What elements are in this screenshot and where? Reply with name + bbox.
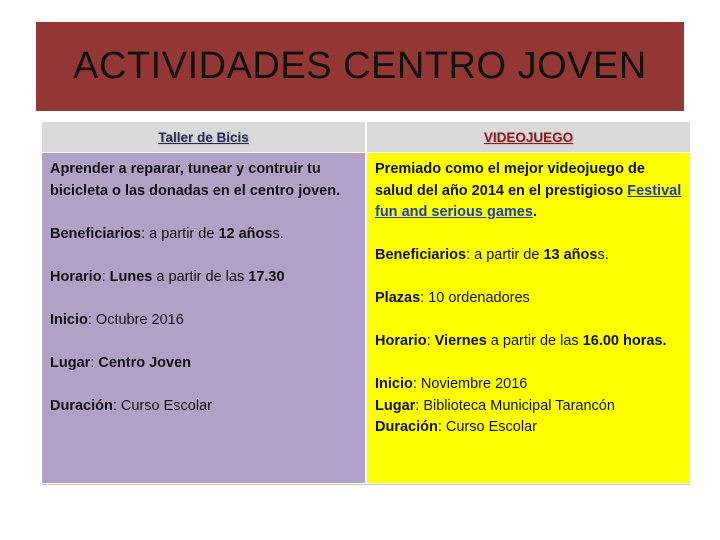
header-taller-bicis-label: Taller de Bicis <box>158 129 249 145</box>
videojuego-intro <box>375 159 682 224</box>
videojuego-plazas-label: Plazas <box>375 290 421 306</box>
taller-duracion <box>50 396 357 418</box>
videojuego-plazas-value: : 10 ordenadores <box>420 290 530 306</box>
taller-lugar-value: Centro Joven <box>98 354 192 371</box>
videojuego-plazas <box>375 288 682 310</box>
videojuego-intro-end: . <box>532 204 537 220</box>
videojuego-horario-mid: a partir de las <box>486 333 583 349</box>
videojuego-inicio-value: : Noviembre 2016 <box>412 376 528 392</box>
taller-bicis-cell <box>42 153 365 483</box>
videojuego-beneficiarios-pre: : a partir de <box>466 247 544 263</box>
header-videojuego <box>367 122 690 152</box>
videojuego-horario-label: Horario <box>375 333 427 349</box>
activities-table <box>42 122 690 485</box>
videojuego-duracion-label: Duración <box>375 419 438 435</box>
videojuego-duracion-value: : Curso Escolar <box>437 419 537 435</box>
taller-horario-mid: a partir de las <box>152 268 249 285</box>
videojuego-beneficiarios-post: s. <box>597 247 609 263</box>
videojuego-inicio-label: Inicio <box>375 376 413 392</box>
title-banner <box>36 22 684 111</box>
taller-duracion-value: : Curso Escolar <box>112 397 212 414</box>
taller-horario-sep: : <box>101 268 110 285</box>
videojuego-lugar <box>375 396 682 418</box>
videojuego-horario-sep: : <box>426 333 435 349</box>
taller-beneficiarios-label: Beneficiarios <box>50 225 142 242</box>
taller-beneficiarios-age: 12 años <box>218 225 273 242</box>
videojuego-lugar-label: Lugar <box>375 397 416 414</box>
videojuego-horario-time: 16.00 horas. <box>582 333 667 349</box>
header-taller-bicis <box>42 122 365 152</box>
taller-beneficiarios <box>50 224 357 246</box>
taller-inicio <box>50 310 357 332</box>
taller-horario-label: Horario <box>50 268 102 285</box>
videojuego-lugar-value: : Biblioteca Municipal Tarancón <box>415 397 615 414</box>
taller-duracion-label: Duración <box>50 397 113 414</box>
taller-lugar-label: Lugar <box>50 354 91 371</box>
videojuego-duracion <box>375 417 682 439</box>
taller-lugar <box>50 353 357 375</box>
videojuego-beneficiarios-label: Beneficiarios <box>375 247 467 263</box>
header-videojuego-label: VIDEOJUEGO <box>483 129 574 145</box>
festival-link[interactable]: Festival fun and serious games <box>375 182 682 220</box>
videojuego-intro-text: Premiado como el mejor videojuego de salud del año 2014 en el prestigioso <box>375 161 645 199</box>
taller-horario-day: Lunes <box>109 268 153 285</box>
taller-beneficiarios-pre: : a partir de <box>141 225 219 242</box>
taller-horario-time: 17.30 <box>248 268 285 285</box>
taller-horario <box>50 267 357 289</box>
taller-inicio-value: : Octubre 2016 <box>87 311 184 328</box>
videojuego-cell <box>367 153 690 483</box>
videojuego-beneficiarios-age: 13 años <box>543 247 598 263</box>
taller-lugar-sep: : <box>90 354 99 371</box>
videojuego-horario <box>375 331 682 353</box>
taller-beneficiarios-post: s. <box>272 225 284 242</box>
videojuego-beneficiarios <box>375 245 682 267</box>
taller-intro: Aprender a reparar, tunear y contruir tu bicicleta o las donadas en el centro joven. <box>50 161 341 199</box>
videojuego-horario-day: Viernes <box>434 333 487 349</box>
page-title: ACTIVIDADES CENTRO JOVEN <box>73 45 647 87</box>
taller-inicio-label: Inicio <box>50 311 88 328</box>
videojuego-inicio <box>375 374 682 396</box>
